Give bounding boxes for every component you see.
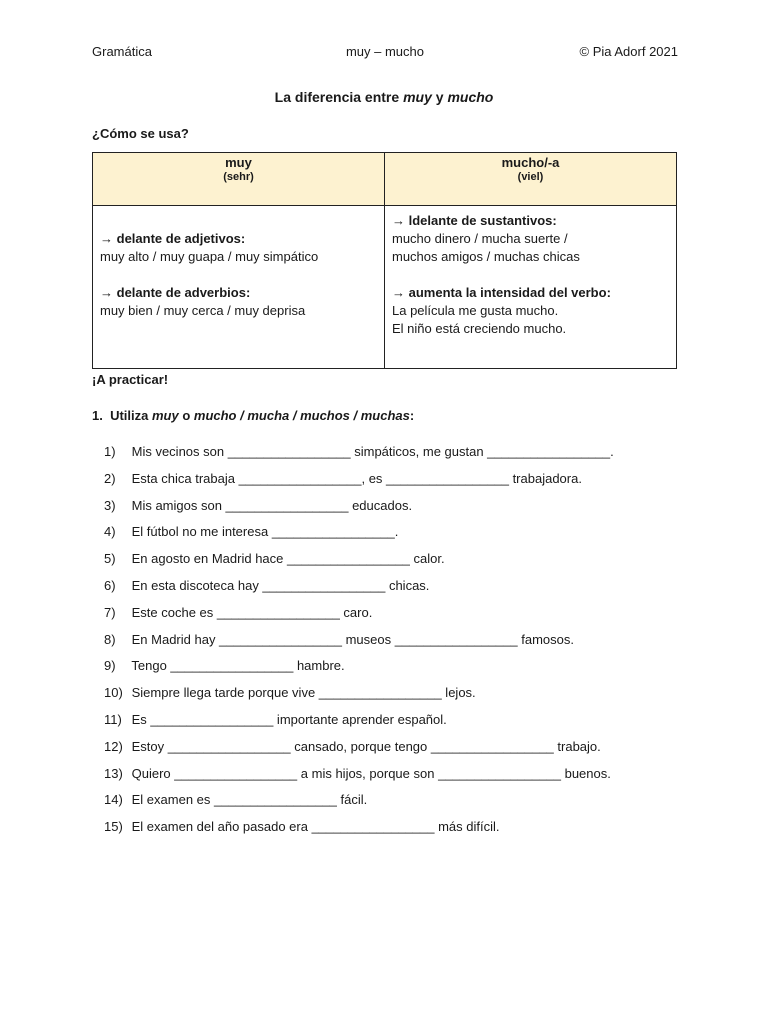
exercise-text: El fútbol no me interesa _________________. — [131, 524, 399, 540]
rule-head — [100, 230, 377, 248]
rule-adjectives-example: muy alto / muy guapa / muy simpático — [100, 249, 319, 264]
task-suffix: : — [409, 408, 415, 423]
section-howto-heading: ¿Cómo se usa? — [92, 126, 189, 141]
exercise-number: 1) — [104, 444, 116, 459]
task-words-mucho: mucho / mucha / muchos / muchas — [193, 408, 410, 423]
list-item — [104, 656, 614, 683]
exercise-text: El examen es _________________ fácil. — [131, 792, 368, 808]
list-item — [104, 469, 614, 496]
arrow-right-icon: → — [392, 213, 405, 228]
usage-col-muy-title: muy — [225, 155, 252, 170]
usage-col-muy-header — [93, 153, 385, 206]
exercise-text: Quiero _________________ a mis hijos, porque son _________________ buenos. — [131, 765, 611, 781]
title-prefix: La diferencia entre — [274, 89, 404, 105]
list-item — [104, 710, 614, 737]
exercise-text: Esta chica trabaja _________________, es _________________ trabajadora. — [131, 470, 582, 486]
exercise-number: 11) — [104, 711, 122, 727]
exercise-text: Siempre llega tarde porque vive _________________ lejos. — [131, 685, 476, 701]
exercise-number: 3) — [104, 497, 116, 513]
list-item — [104, 683, 614, 710]
title-mid: y — [431, 89, 448, 105]
exercise-number: 14) — [104, 792, 123, 808]
exercise-number: 12) — [104, 738, 123, 754]
rule-adverbs-head: delante de adverbios: — [116, 285, 251, 300]
rule-head — [100, 284, 377, 302]
usage-col-muy-body — [93, 206, 385, 369]
arrow-right-icon: → — [100, 285, 113, 300]
exercise-text: En esta discoteca hay _________________ chicas. — [131, 577, 430, 593]
usage-col-mucho-title: mucho/-a — [501, 155, 560, 170]
exercise-text: Es _________________ importante aprender español. — [131, 711, 447, 727]
exercise-number: 15) — [104, 819, 123, 835]
list-item — [104, 603, 614, 630]
usage-table — [92, 152, 677, 369]
list-item — [104, 817, 614, 844]
rule-verb-example-1: La película me gusta mucho. — [392, 303, 559, 318]
exercise-text: Mis vecinos son _________________ simpáticos, me gustan _________________. — [131, 444, 614, 459]
exercise-number: 5) — [104, 551, 116, 567]
rule-verb-example-2: El niño está creciendo mucho. — [392, 321, 567, 336]
list-item — [104, 549, 614, 576]
exercise-number: 8) — [104, 631, 116, 647]
list-item — [104, 737, 614, 764]
header-subject: Gramática — [92, 44, 152, 59]
rule-nouns-example-2: muchos amigos / muchas chicas — [392, 249, 580, 264]
rule-head — [392, 284, 669, 302]
page-header — [92, 44, 678, 62]
list-item — [104, 576, 614, 603]
arrow-right-icon: → — [392, 285, 405, 300]
usage-col-muy-subtitle: (sehr) — [223, 171, 254, 183]
title-word-muy: muy — [403, 89, 432, 105]
usage-table-body-row — [93, 206, 677, 369]
list-item — [104, 630, 614, 657]
header-topic: muy – mucho — [345, 44, 425, 59]
header-copyright: © Pia Adorf 2021 — [579, 44, 678, 59]
list-item — [104, 522, 614, 549]
task-prefix: Utiliza — [110, 408, 152, 423]
exercise-text: Mis amigos son _________________ educados. — [131, 497, 413, 513]
exercise-number: 10) — [104, 685, 123, 701]
list-item — [104, 790, 614, 817]
rule-head — [392, 212, 669, 230]
exercise-text: Tengo _________________ hambre. — [131, 658, 345, 674]
exercise-list — [104, 442, 614, 844]
rule-adjectives-head: delante de adjetivos: — [116, 231, 246, 246]
title-word-mucho: mucho — [447, 89, 494, 105]
exercise-number: 4) — [104, 524, 116, 540]
arrow-right-icon: → — [100, 231, 113, 246]
usage-col-mucho-header — [385, 153, 677, 206]
rule-nouns-example-1: mucho dinero / mucha suerte / — [392, 231, 568, 246]
exercise-text: En Madrid hay _________________ museos _________________ famosos. — [131, 631, 574, 647]
exercise-number: 9) — [104, 658, 116, 674]
task-word-muy: muy — [151, 408, 179, 423]
rule-nouns-head: ldelante de sustantivos: — [408, 213, 557, 228]
list-item — [104, 496, 614, 523]
exercise-text: En agosto en Madrid hace _________________ calor. — [131, 551, 445, 567]
list-item — [104, 764, 614, 791]
task-number: 1. — [92, 408, 103, 423]
page-title — [0, 89, 768, 105]
rule-verb-head: aumenta la intensidad del verbo: — [408, 285, 611, 300]
exercise-number: 7) — [104, 604, 116, 620]
list-item — [104, 442, 614, 469]
exercise-text: Estoy _________________ cansado, porque tengo _________________ trabajo. — [131, 738, 601, 754]
section-practice-heading: ¡A practicar! — [92, 372, 169, 387]
task-instruction — [92, 408, 414, 423]
rule-adverbs-example: muy bien / muy cerca / muy deprisa — [100, 303, 306, 318]
exercise-number: 2) — [104, 470, 116, 486]
exercise-text: El examen del año pasado era _________________ más difícil. — [131, 819, 500, 835]
exercise-number: 13) — [104, 765, 123, 781]
task-mid: o — [178, 408, 194, 423]
usage-table-header-row — [93, 153, 677, 206]
usage-col-mucho-body — [385, 206, 677, 369]
exercise-text: Este coche es _________________ caro. — [131, 604, 373, 620]
exercise-number: 6) — [104, 577, 116, 593]
usage-col-mucho-subtitle: (viel) — [517, 171, 544, 183]
